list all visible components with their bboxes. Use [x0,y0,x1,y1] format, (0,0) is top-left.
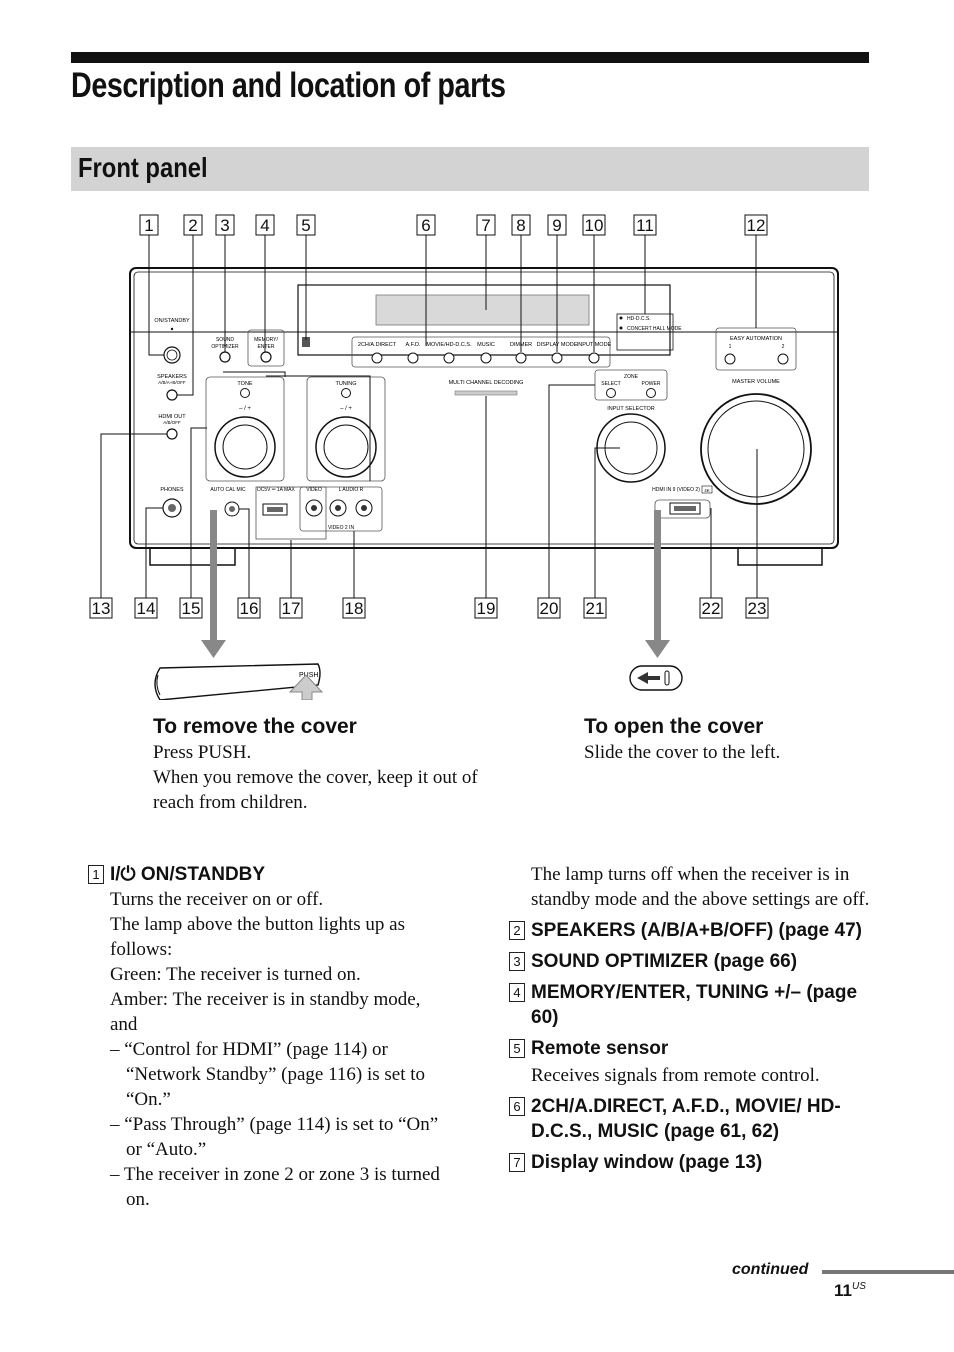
description-line: Turns the receiver on or off. [110,889,324,910]
svg-text:4K: 4K [704,488,710,493]
callout-number: 5 [301,216,311,235]
callout-number: 9 [552,216,562,235]
speakers-label: SPEAKERS [157,374,187,380]
mode-button-label: DIMMER [509,342,533,348]
svg-text:VIDEO: VIDEO [306,487,322,493]
multi-channel-label: MULTI CHANNEL DECODING [448,380,524,386]
page-number-value: 11 [834,1281,852,1300]
callout-number: 10 [584,216,604,235]
page-suffix: US [851,1281,866,1292]
part-item [513,1094,871,1144]
open-cover-text: Slide the cover to the left. [584,742,781,763]
svg-text:SOUND: SOUND [215,337,235,343]
power-button [164,347,180,363]
callout-number: 11 [636,216,654,235]
description-line: Amber: The receiver is in standby mode, and [110,989,421,1035]
bullet-line: – The receiver in zone 2 or zone 3 is turned on. [110,1164,440,1210]
left-column [92,862,450,1212]
usb-label: DC5V ═ 1A MAX [257,487,295,493]
continued-label: continued [732,1261,809,1278]
speakers-sub-label: A/B/A+B/OFF [158,380,186,385]
item-number: 5 [509,1039,525,1058]
callout-number: 21 [585,599,605,618]
zone-select-button [607,389,616,398]
part-item [513,980,871,1030]
part-item [513,918,871,943]
page-title: Description and location of parts [71,66,506,105]
bullet-line: – “Pass Through” (page 114) is set to “On” or “Auto.” [110,1114,439,1160]
callout-number: 18 [344,599,364,618]
right-column [513,862,871,1175]
master-volume-label: MASTER VOLUME [732,379,780,385]
callout-number: 1 [144,216,154,235]
mode-button [516,353,526,363]
tuning-knob [316,417,376,477]
cover-illustration [155,664,320,700]
svg-text:– / +: – / + [340,406,352,412]
svg-text:POWER: POWER [641,381,661,387]
sound-optimizer-button [220,352,230,362]
speakers-button [167,390,177,400]
item-title: 2CH/A.DIRECT, A.F.D., MOVIE/ HD-D.C.S., MUSIC (page 61, 62) [531,1096,841,1142]
item-number: 6 [509,1097,525,1116]
bullet-line: – “Control for HDMI” (page 114) or “Network Standby” (page 116) is set to “On.” [110,1039,425,1110]
title-rule [71,52,869,63]
sound-optimizer-label: OPTIMIZER [211,344,239,350]
open-cover-title: To open the cover [584,715,764,738]
callout-number: 4 [260,216,270,235]
mode-button-label: A.F.D. [405,342,421,348]
remove-cover-text [153,740,513,815]
mode-button-label: DISPLAY MODE [536,342,578,348]
item-number: 2 [509,921,525,940]
mode-button [552,353,562,363]
item-title: Display window (page 13) [531,1152,763,1173]
item-title: I/⏻ ON/STANDBY [110,864,266,885]
memory-enter-label: ENTER [257,344,275,350]
mode-button-label: MOVIE/HD-D.C.S. [426,342,472,348]
description-line: The lamp above the button lights up as follows: [110,914,405,960]
callout-number: 12 [746,216,766,235]
item-number: 7 [509,1153,525,1172]
callout-number: 14 [136,599,156,618]
multi-channel-indicator [455,391,517,395]
tuning-label: TUNING [335,381,357,387]
memory-enter-button [261,352,271,362]
callout-number: 13 [91,599,111,618]
hdmi-out-label: HDMI OUT [158,414,186,420]
auto-cal-mic-label: AUTO CAL MIC [210,487,246,493]
item-1-bullets [110,1037,450,1212]
item-number: 3 [509,952,525,971]
svg-text:2: 2 [781,344,785,350]
video2-in-label: VIDEO 2 IN [327,525,355,531]
mode-button [444,353,454,363]
zone-power-button [647,389,656,398]
mode-button [408,353,418,363]
mode-button-label: MUSIC [477,342,495,348]
item-description: Receives signals from remote control. [531,1065,820,1086]
section-title: Front panel [78,152,208,183]
continued-bar [822,1270,954,1274]
svg-text:SELECT: SELECT [601,381,621,387]
foot-left [150,548,235,565]
callout-number: 7 [481,216,491,235]
callout-number: 23 [747,599,767,618]
tone-label: TONE [237,381,253,387]
easy-automation-label: EASY AUTOMATION [730,336,782,342]
item-1 [92,862,450,887]
svg-text:MEMORY/: MEMORY/ [254,337,278,343]
svg-text:1: 1 [728,344,732,350]
part-item [513,1150,871,1175]
callout-number: 6 [421,216,431,235]
callout-number: 17 [281,599,301,618]
concert-hall-label: CONCERT HALL MODE [627,326,682,332]
item-title: Remote sensor [531,1038,669,1059]
phones-label: PHONES [160,487,184,493]
hdmi-out-sub-label: A/B/OFF [163,420,181,425]
item-number: 1 [88,865,104,884]
callout-number: 16 [239,599,259,618]
on-standby-label: ON/STANDBY [154,318,190,324]
callout-number: 19 [476,599,496,618]
tone-knob [215,417,275,477]
remove-cover-title: To remove the cover [153,715,357,738]
remove-cover-line2: When you remove the cover, keep it out of reach from children. [153,767,478,813]
mode-button-label: 2CH/A.DIRECT [357,342,397,348]
part-item [513,949,871,974]
hdmi-in9-label: HDMI IN 9 (VIDEO 2) [652,487,700,493]
hdmi-out-button [167,429,177,439]
mode-button-label: INPUT MODE [576,342,612,348]
callout-number: 20 [539,599,559,618]
svg-text:L AUDIO R: L AUDIO R [338,487,364,493]
input-selector-label: INPUT SELECTOR [607,406,655,412]
page-number [834,1281,866,1301]
callout-number: 2 [188,216,198,235]
zone-label: ZONE [624,374,638,380]
callout-number: 3 [220,216,230,235]
mode-button [481,353,491,363]
remove-cover-line1: Press PUSH. [153,742,252,763]
mode-button [372,353,382,363]
item-title: SPEAKERS (A/B/A+B/OFF) (page 47) [531,920,862,941]
hdcs-label: HD-D.C.S. [627,316,651,322]
easy-automation-1-button [725,354,735,364]
item-1-description [110,887,450,1037]
callout-number: 22 [701,599,721,618]
push-label: PUSH [299,672,319,679]
part-item [513,1036,871,1088]
svg-text:– / +: – / + [239,406,251,412]
master-volume-knob [701,394,811,504]
item-title: SOUND OPTIMIZER (page 66) [531,951,798,972]
item-title: MEMORY/ENTER, TUNING +/– (page 60) [531,982,858,1028]
description-line: Green: The receiver is turned on. [110,964,361,985]
item-number: 4 [509,983,525,1002]
lamp-note: The lamp turns off when the receiver is in standby mode and the above settings are off. [531,864,870,910]
front-panel-diagram [0,200,954,700]
foot-right [738,548,822,565]
right-items [513,918,871,1175]
easy-automation-2-button [778,354,788,364]
callout-number: 15 [181,599,201,618]
callout-number: 8 [516,216,526,235]
mode-button [589,353,599,363]
